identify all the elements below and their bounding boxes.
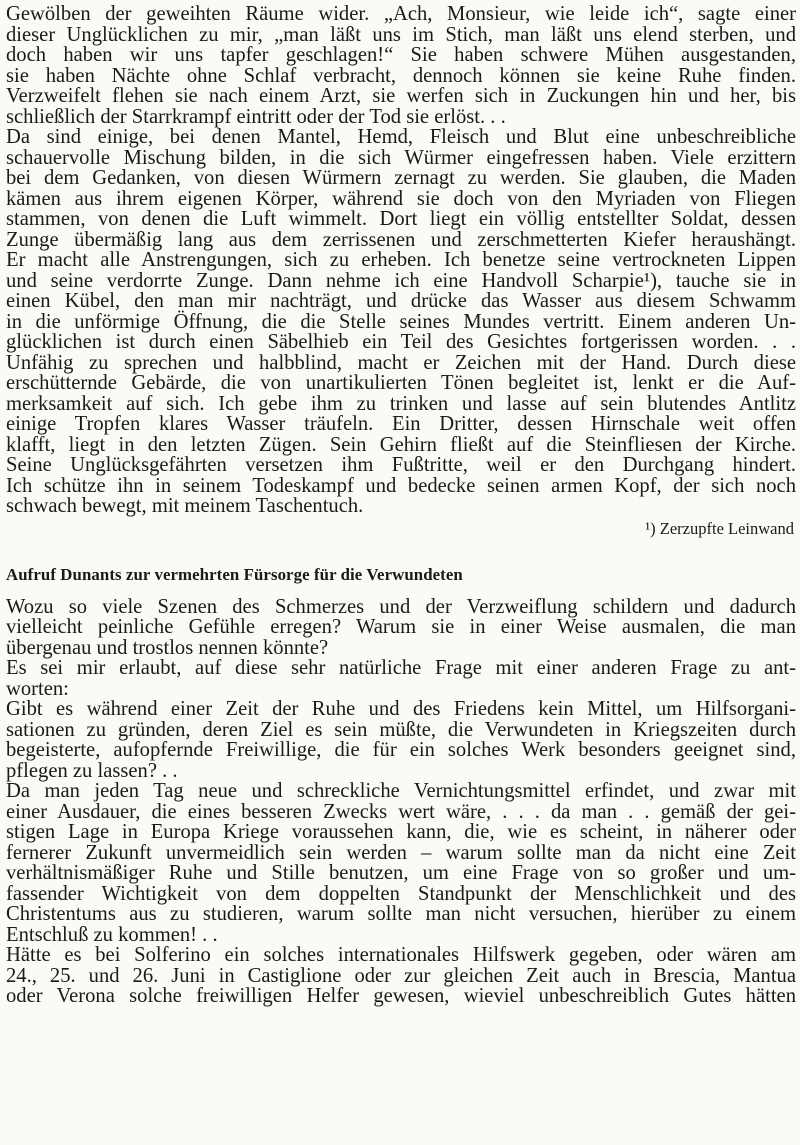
paragraph-relief-societies <box>6 699 796 781</box>
text-line: Verzweifelt flehen sie nach einem Arzt, sie werfen sich in Zuckungen hin und her, bis <box>6 85 796 107</box>
paragraph-weapons-europe <box>6 781 796 945</box>
document-page <box>6 4 796 1007</box>
paragraph-church-scene <box>6 4 796 127</box>
text-line: klafft, liegt in den letzten Zügen. Sein Gehirn fließt auf die Steinfliesen der Kirche. <box>6 433 796 456</box>
text-line: einer Ausdauer, die eines besseren Zwecks wert wäre, . . . da man . . gemäß der gei- <box>6 800 796 823</box>
text-line: in die unförmige Öffnung, die die Stelle seines Mundes vertritt. Einem anderen Un- <box>6 310 796 333</box>
text-line: glücklichen ist durch einen Säbelhieb ein Teil des Gesichtes fortgerissen worden. . . <box>6 331 796 353</box>
text-line: erschütternde Gebärde, die von unartikulierten Tönen begleitet ist, lenkt er die Auf- <box>6 372 796 394</box>
text-line: pflegen zu lassen? . . <box>6 759 178 782</box>
text-line: schwach bewegt, mit meinem Taschentuch. <box>6 495 364 517</box>
text-line: Da man jeden Tag neue und schreckliche Vernichtungsmittel erfindet, und zwar mit <box>6 780 796 802</box>
text-line: kämen aus ihrem eigenen Körper, während sie doch von den Myriaden von Fliegen <box>6 187 796 210</box>
text-line: Es sei mir erlaubt, auf diese sehr natürliche Frage mit einer anderen Frage zu ant- <box>6 657 796 679</box>
text-line: begeisterte, aufopfernde Freiwillige, die für ein solches Werk besonders geeignet sind, <box>6 739 796 761</box>
text-line: fassender Wichtigkeit von dem doppelten Standpunkt der Menschlichkeit und des <box>6 882 796 905</box>
text-line: dieser Unglücklichen zu mir, „man läßt uns im Stich, man läßt uns elend sterben, und <box>6 23 796 46</box>
text-line: stammen, von denen die Luft wimmelt. Dort liegt ein völlig entstellter Soldat, dessen <box>6 208 796 230</box>
text-line: Wozu so viele Szenen des Schmerzes und der Verzweiflung schildern und dadurch <box>6 595 796 618</box>
paragraph-wounded-description <box>6 127 796 517</box>
text-line: einige Tropfen klares Wasser träufeln. Ein Dritter, dessen Hirnschale weit offen <box>6 413 796 435</box>
section-heading: Aufruf Dunants zur vermehrten Fürsorge für die Verwundeten <box>6 564 463 584</box>
text-line: merksamkeit auf sich. Ich gebe ihm zu trinken und lasse auf sein blutendes Antlitz <box>6 392 796 415</box>
text-line: schauervolle Mischung bilden, in die sich Würmer eingefressen haben. Viele erzittern <box>6 146 796 169</box>
text-line: Ich schütze ihn in seinem Todeskampf und bedecke seinen armen Kopf, der sich noch <box>6 474 796 497</box>
text-line: Hätte es bei Solferino ein solches internationales Hilfswerk gegeben, oder wären am <box>6 944 796 966</box>
text-line: fernerer Zukunft unvermeidlich sein werden – warum sollte man da nicht eine Zeit <box>6 841 796 864</box>
text-line: sationen zu gründen, deren Ziel es sein müßte, die Verwundeten in Kriegszeiten durch <box>6 718 796 741</box>
text-line: Gewölben der geweihten Räume wider. „Ach, Monsieur, wie leide ich“, sagte einer <box>6 3 796 25</box>
text-line: sie haben Nächte ohne Schlaf verbracht, dennoch können sie keine Ruhe finden. <box>6 64 796 87</box>
text-line: vielleicht peinliche Gefühle erregen? Warum sie in einer Weise ausmalen, die man <box>6 616 796 638</box>
text-line: Christentums aus zu studieren, warum sollte man nicht versuchen, hierüber zu einem <box>6 903 796 925</box>
text-line: verhältnismäßiger Ruhe und Stille benutzen, um eine Frage von so großer und um- <box>6 862 796 884</box>
text-line: Gibt es während einer Zeit der Ruhe und des Friedens kein Mittel, um Hilfsorgani- <box>6 698 796 720</box>
text-line: und seine verdorrte Zunge. Dann nehme ich eine Handvoll Scharpie¹), tauche sie in <box>6 269 796 292</box>
text-line: bei dem Gedanken, von diesen Würmern zernagt zu werden. Sie glauben, die Maden <box>6 167 796 189</box>
text-line: Seine Unglücksgefährten versetzen ihm Fußtritte, weil er den Durchgang hindert. <box>6 454 796 476</box>
text-line: doch haben wir uns tapfer geschlagen!“ Sie haben schwere Mühen ausgestanden, <box>6 44 796 66</box>
text-line: Da sind einige, bei denen Mantel, Hemd, Fleisch und Blut eine unbeschreibliche <box>6 126 796 148</box>
text-line: worten: <box>6 677 69 700</box>
text-line: Zunge übermäßig lang aus dem zerrissenen und zerschmetterten Kiefer heraushängt. <box>6 228 796 251</box>
paragraph-answer-question <box>6 658 796 699</box>
text-line: oder Verona solche freiwilligen Helfer gewesen, wieviel unbeschreiblich Gutes hätten <box>6 985 796 1007</box>
text-line: übergenau und trostlos nennen könnte? <box>6 636 329 659</box>
paragraph-solferino <box>6 945 796 1007</box>
text-line: schließlich der Starrkrampf eintritt oder der Tod sie erlöst. . . <box>6 105 506 128</box>
text-line: Entschluß zu kommen! . . <box>6 923 218 946</box>
text-line: 24., 25. und 26. Juni in Castiglione oder zur gleichen Zeit auch in Brescia, Mantua <box>6 964 796 987</box>
paragraph-why-describe <box>6 597 796 659</box>
text-line: einen Kübel, den man mir nachträgt, und drücke das Wasser aus diesem Schwamm <box>6 290 796 312</box>
text-line: Unfähig zu sprechen und halbblind, macht er Zeichen mit der Hand. Durch diese <box>6 351 796 374</box>
text-line: stigen Lage in Europa Kriege voraussehen kann, die, wie es scheint, in näherer oder <box>6 821 796 843</box>
footnote: ¹) Zerzupfte Leinwand <box>645 518 794 538</box>
text-line: Er macht alle Anstrengungen, sich zu erheben. Ich benetze seine vertrockneten Lippen <box>6 249 796 271</box>
